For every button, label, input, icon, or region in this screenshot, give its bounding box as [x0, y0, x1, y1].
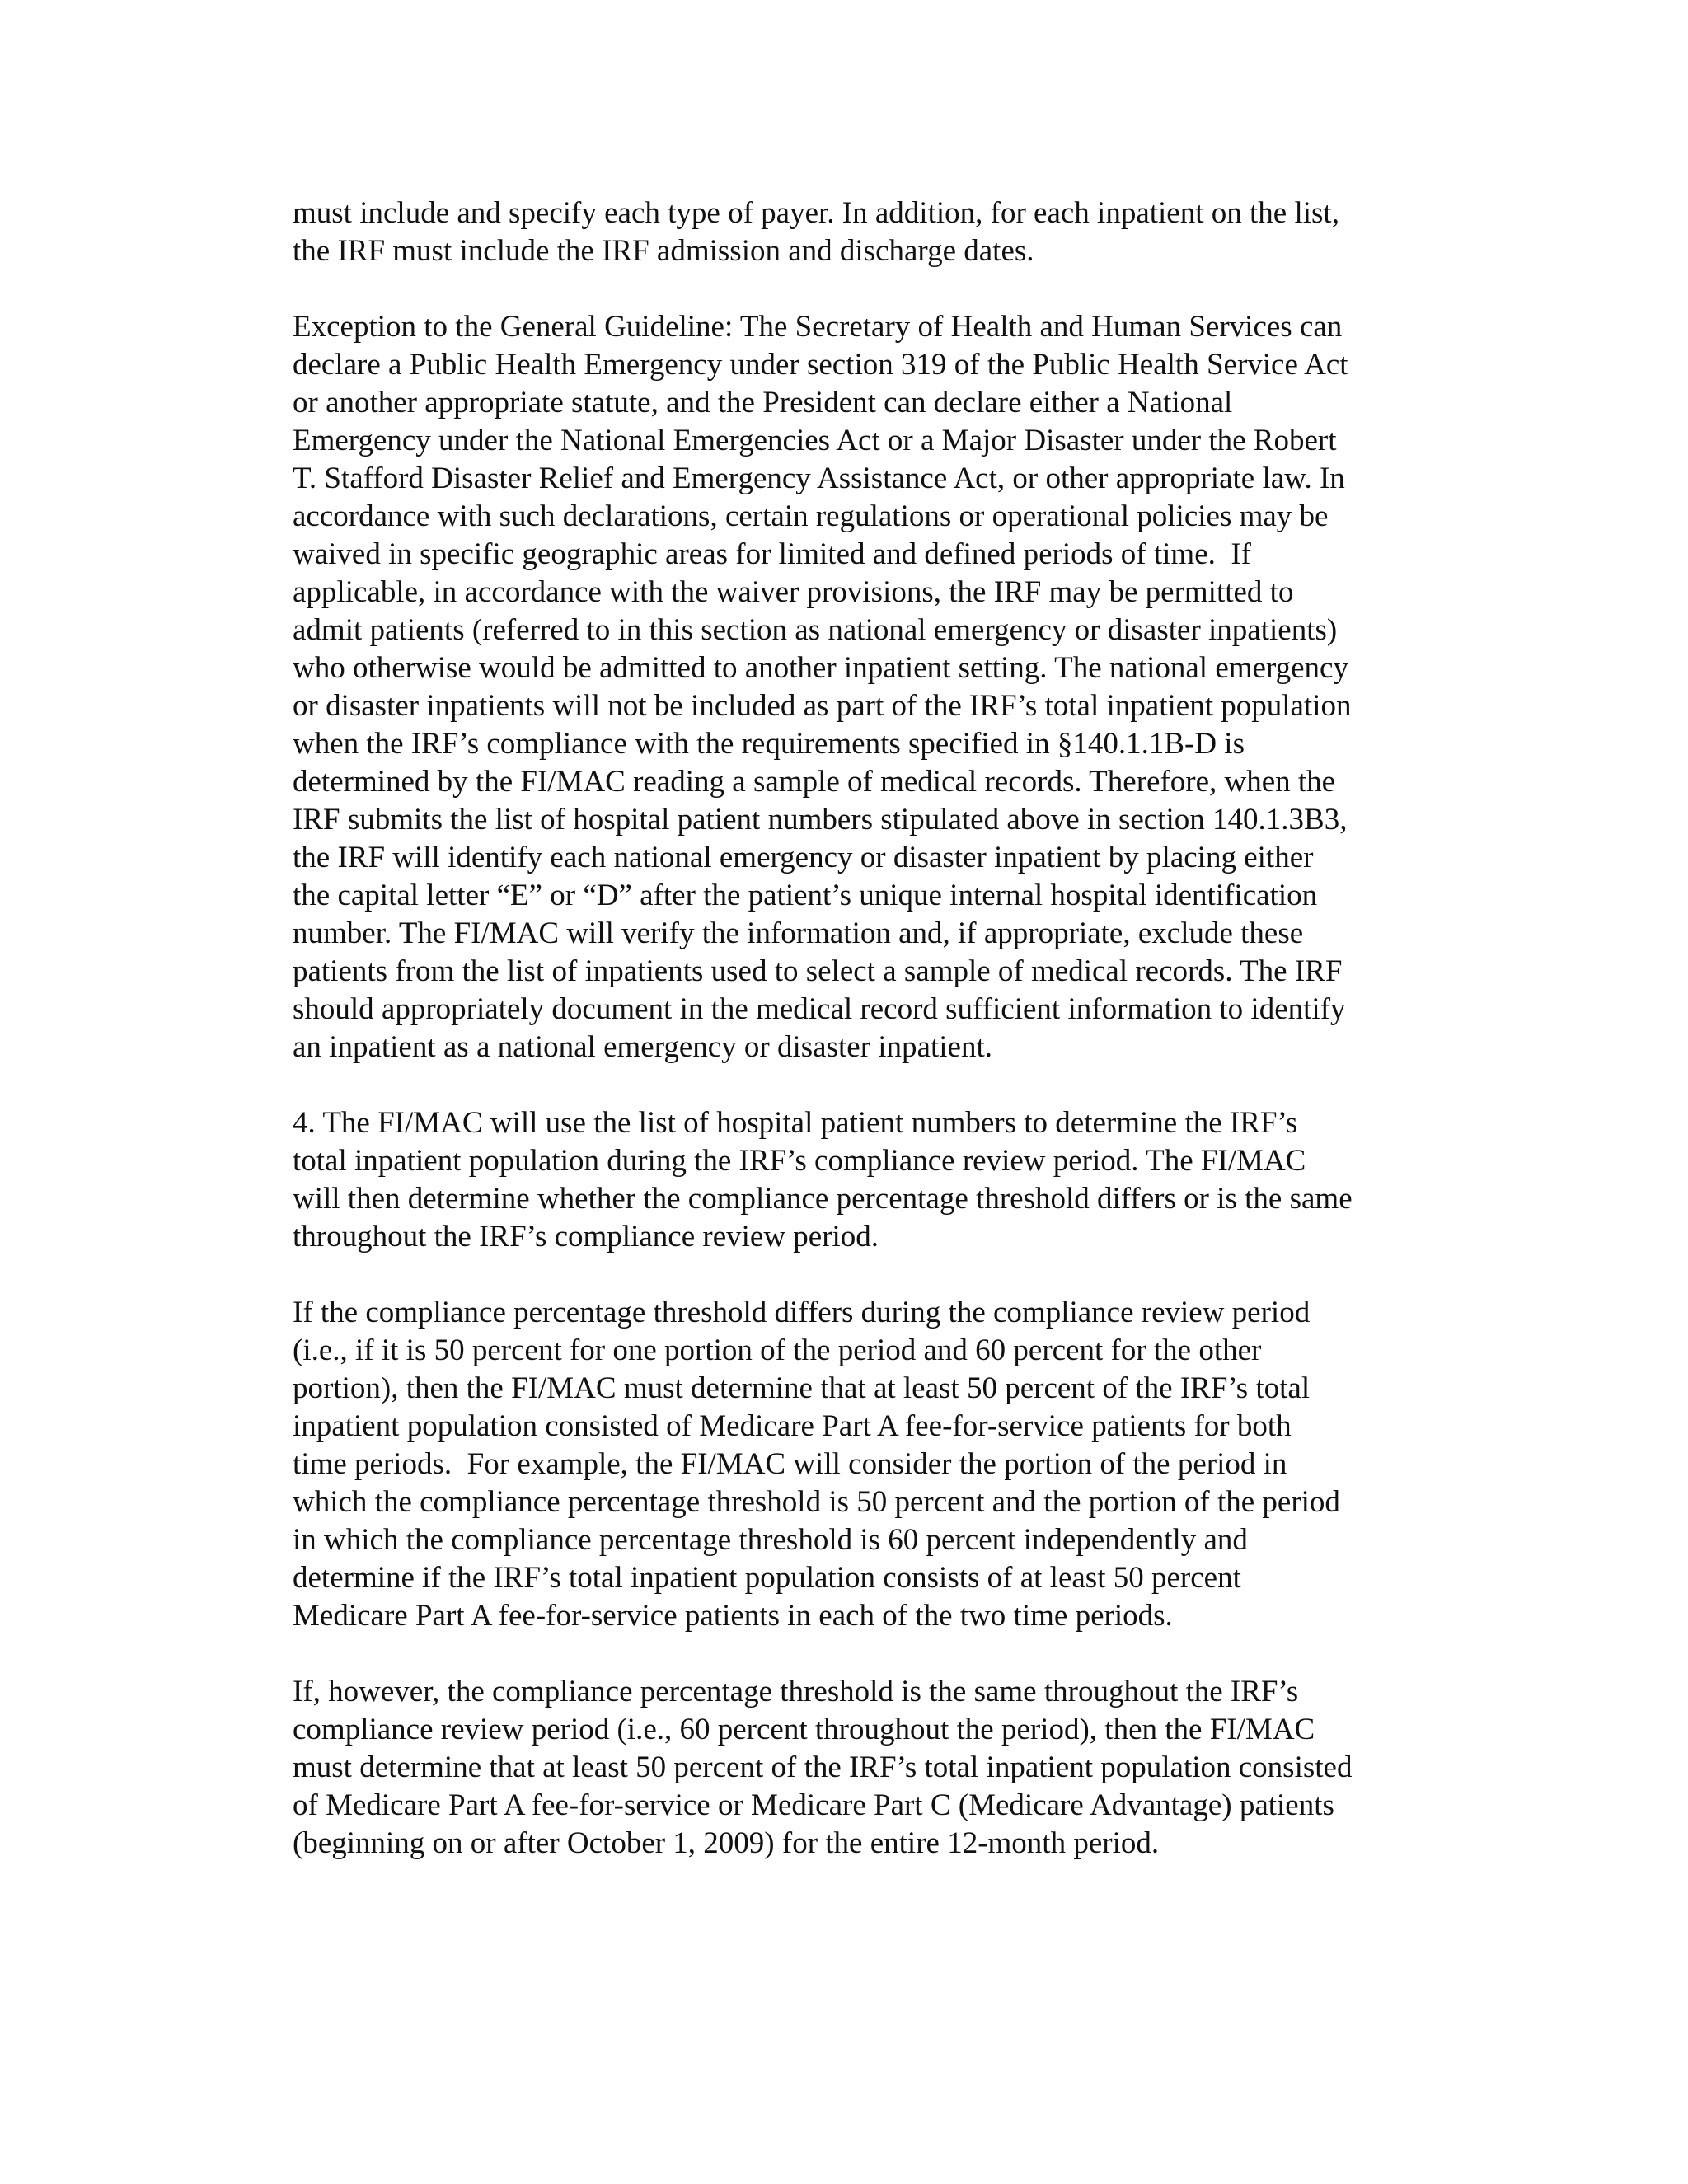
text-line: portion), then the FI/MAC must determine that at least 50 percent of the IRF’s total	[293, 1371, 1311, 1405]
text-line: IRF submits the list of hospital patient numbers stipulated above in section 140.1.3B3,	[293, 803, 1348, 837]
text-line: time periods. For example, the FI/MAC will consider the portion of the period in	[293, 1447, 1287, 1481]
text-line: or disaster inpatients will not be included as part of the IRF’s total inpatient population	[293, 689, 1352, 723]
paragraph-exception-guideline	[293, 308, 1447, 1066]
text-line: waived in specific geographic areas for limited and defined periods of time. If	[293, 537, 1252, 571]
text-line: when the IRF’s compliance with the requirements specified in §140.1.1B-D is	[293, 727, 1245, 761]
text-line: the IRF will identify each national emergency or disaster inpatient by placing either	[293, 841, 1314, 874]
text-line: Emergency under the National Emergencies Act or a Major Disaster under the Robert	[293, 424, 1337, 457]
text-line: or another appropriate statute, and the President can declare either a National	[293, 386, 1233, 419]
text-line: should appropriately document in the medical record sufficient information to identify	[293, 992, 1346, 1026]
paragraph-payer-list	[293, 194, 1447, 270]
text-line: determined by the FI/MAC reading a sample of medical records. Therefore, when the	[293, 765, 1336, 799]
text-line: throughout the IRF’s compliance review period.	[293, 1220, 879, 1254]
paragraph-threshold-same	[293, 1673, 1447, 1863]
text-line: who otherwise would be admitted to another inpatient setting. The national emergency	[293, 651, 1348, 685]
text-line: number. The FI/MAC will verify the information and, if appropriate, exclude these	[293, 916, 1304, 950]
text-line: the capital letter “E” or “D” after the patient’s unique internal hospital identification	[293, 879, 1318, 912]
text-line: Exception to the General Guideline: The Secretary of Health and Human Services can	[293, 310, 1343, 344]
text-line: patients from the list of inpatients used to select a sample of medical records. The IRF	[293, 954, 1343, 988]
paragraph-threshold-differs	[293, 1294, 1447, 1635]
text-line: in which the compliance percentage threshold is 60 percent independently and	[293, 1523, 1248, 1557]
text-line: will then determine whether the compliance percentage threshold differs or is the same	[293, 1182, 1353, 1216]
text-line: inpatient population consisted of Medicare Part A fee-for-service patients for both	[293, 1409, 1292, 1443]
text-line: which the compliance percentage threshold is 50 percent and the portion of the period	[293, 1485, 1340, 1519]
text-line: compliance review period (i.e., 60 percent throughout the period), then the FI/MAC	[293, 1713, 1315, 1746]
text-line: declare a Public Health Emergency under section 319 of the Public Health Service Act	[293, 348, 1348, 382]
text-line: Medicare Part A fee-for-service patients in each of the two time periods.	[293, 1599, 1173, 1633]
text-line: an inpatient as a national emergency or disaster inpatient.	[293, 1030, 992, 1064]
text-line: must include and specify each type of payer. In addition, for each inpatient on the list,	[293, 196, 1339, 230]
text-line: accordance with such declarations, certain regulations or operational policies may be	[293, 499, 1329, 533]
paragraph-step-4	[293, 1104, 1447, 1256]
document-body	[293, 194, 1447, 1900]
text-line: determine if the IRF’s total inpatient population consists of at least 50 percent	[293, 1561, 1241, 1595]
text-line: If, however, the compliance percentage threshold is the same throughout the IRF’s	[293, 1675, 1299, 1708]
text-line: admit patients (referred to in this section as national emergency or disaster inpatients)	[293, 613, 1338, 647]
text-line: applicable, in accordance with the waiver provisions, the IRF may be permitted to	[293, 575, 1294, 609]
text-line: total inpatient population during the IRF’s compliance review period. The FI/MAC	[293, 1144, 1306, 1178]
text-line: (i.e., if it is 50 percent for one portion of the period and 60 percent for the other	[293, 1333, 1262, 1367]
text-line: of Medicare Part A fee-for-service or Medicare Part C (Medicare Advantage) patients	[293, 1788, 1334, 1822]
text-line: must determine that at least 50 percent of the IRF’s total inpatient population consisted	[293, 1750, 1353, 1784]
text-line: the IRF must include the IRF admission and discharge dates.	[293, 234, 1034, 268]
text-line: If the compliance percentage threshold differs during the compliance review period	[293, 1296, 1311, 1329]
text-line: 4. The FI/MAC will use the list of hospital patient numbers to determine the IRF’s	[293, 1106, 1298, 1140]
text-line: T. Stafford Disaster Relief and Emergency Assistance Act, or other appropriate law. In	[293, 462, 1345, 495]
text-line: (beginning on or after October 1, 2009) for the entire 12-month period.	[293, 1826, 1160, 1860]
